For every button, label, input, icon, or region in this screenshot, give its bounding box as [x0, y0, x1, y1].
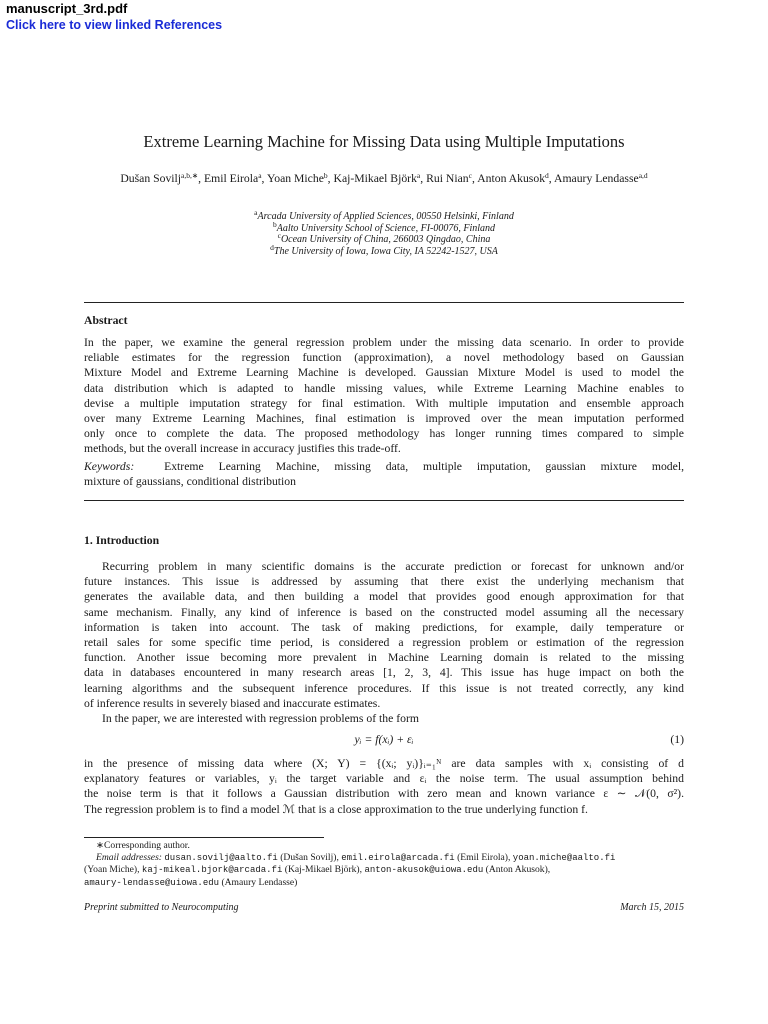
author-name: Kaj-Mikael Björk — [333, 172, 417, 185]
footnote-emails — [84, 852, 684, 865]
keywords-block — [84, 459, 684, 489]
file-name: manuscript_3rd.pdf — [6, 1, 128, 16]
abstract-line: Mixture Model and Extreme Learning Machine is developed. Gaussian Mixture Model is used to model the — [84, 366, 684, 380]
abstract-bottom-rule — [84, 500, 684, 501]
intro-line: information is taken into account. The task of making predictions, for example, daily temperature or — [84, 620, 684, 634]
author-separator: , — [548, 172, 554, 185]
affiliation — [84, 242, 684, 258]
affiliation-mark: c — [277, 231, 281, 241]
footnote-corresponding: ∗Corresponding author. — [96, 840, 190, 851]
intro-line: In the paper, we are interested with regression problems of the form — [102, 711, 419, 725]
author-separator: , — [471, 172, 478, 185]
affiliation-mark: d — [270, 242, 274, 252]
abstract-line: reliable estimates for the regression function (approximation), a novel methodology based on Gaussian — [84, 351, 684, 365]
intro-line: future instances. This issue is addressed by assuming that there exist the underlying mechanism that — [84, 575, 684, 589]
abstract-line: data distribution which is adapted to handle missing values, while Extreme Learning Machine enables to — [84, 381, 684, 395]
body-line: in the presence of missing data where (X; Y) = {(xᵢ; yᵢ)}ᵢ₌₁ᴺ are data samples with xᵢ consisting of d — [84, 757, 684, 770]
author-name: Emil Eirola — [204, 172, 259, 185]
intro-line: function. Another issue becoming more prevalent in Machine Learning domain is related to the missing — [84, 651, 684, 665]
body-line: The regression problem is to find a model ℳ that is a close approximation to the true underlying function f. — [84, 802, 588, 816]
affiliation-text: Aalto University School of Science, FI-00076, Finland — [276, 222, 496, 234]
footnote-rule — [84, 837, 324, 838]
keywords-line: mixture of gaussians, conditional distribution — [84, 475, 296, 489]
affiliation-text: Arcada University of Applied Sciences, 00550 Helsinki, Finland — [257, 211, 514, 222]
author-affil-mark: a,d — [638, 171, 648, 180]
author-list — [110, 172, 658, 186]
author-name: Rui Nian — [426, 172, 469, 185]
body-line: explanatory features or variables, yᵢ the target variable and εᵢ the noise term. The usual assumption behind — [84, 772, 684, 786]
email-address[interactable]: anton-akusok@uiowa.edu — [364, 865, 484, 876]
author-affil-mark: a — [258, 171, 262, 180]
email-address[interactable]: amaury-lendasse@uiowa.edu — [84, 878, 220, 889]
intro-line: generates the available data, and then building a model that provides good enough approximation for that — [84, 590, 684, 604]
author-affil-mark: c — [468, 171, 472, 180]
affiliation — [84, 231, 684, 246]
body-line: the noise term is that it follows a Gaussian distribution with zero mean and known variance ε ∼ 𝒩(0, σ²). — [84, 787, 684, 801]
author-separator: , — [198, 172, 204, 185]
equation-expression: yᵢ = f(xᵢ) + εᵢ — [354, 733, 414, 746]
keywords-text: Extreme Learning Machine, missing data, multiple imputation, gaussian mixture model, — [164, 460, 684, 473]
abstract-line: methods, but the overall increase in accuracy justifies this trade-off. — [84, 442, 401, 456]
footer-date: March 15, 2015 — [620, 902, 684, 913]
author-name: Yoan Miche — [266, 172, 324, 185]
author-affil-mark: b — [323, 171, 328, 180]
email-address[interactable]: emil.eirola@arcada.fi — [341, 852, 455, 863]
intro-body — [84, 559, 684, 726]
abstract-body — [84, 335, 684, 457]
email-address[interactable]: kaj-mikeal.bjork@arcada.fi — [141, 865, 283, 876]
footnote-emails-cont — [84, 877, 684, 890]
abstract-line: only once to complete the data. The proposed methodology has longer running times compared to simple — [84, 427, 684, 441]
after-equation-body — [84, 756, 684, 817]
affiliation — [84, 219, 684, 235]
intro-line: retail sales for some specific time period, is considered a regression problem or estimation of the regression — [84, 635, 684, 649]
equation-number: (1) — [670, 733, 684, 746]
affiliation-mark: a — [254, 208, 258, 217]
abstract-top-rule — [84, 302, 684, 303]
pdf-header — [6, 1, 222, 33]
affiliation-list — [84, 208, 684, 257]
email-owner: (Dušan Sovilj), — [280, 851, 339, 863]
email-owner: (Anton Akusok), — [485, 864, 551, 876]
intro-line: Recurring problem in many scientific domains is the accurate prediction or forecast for unknown and/or — [102, 560, 684, 573]
author-name: Anton Akusok — [477, 172, 546, 185]
email-owner: (Emil Eirola), — [457, 851, 511, 863]
paper-title: Extreme Learning Machine for Missing Data using Multiple Imputations — [143, 132, 625, 151]
author-separator: , — [420, 172, 427, 185]
footnote-emails-cont — [84, 864, 684, 877]
author-affil-mark: a — [416, 171, 421, 180]
abstract-heading: Abstract — [84, 314, 128, 327]
linked-references-link[interactable]: Click here to view linked References — [6, 18, 223, 32]
author-affil-mark: a,b,∗ — [181, 171, 199, 180]
intro-line: learning algorithms and the subsequent inference procedures. If this issue is not treated correctly, any kind — [84, 681, 684, 695]
author-separator: , — [261, 172, 267, 185]
footer-preprint-note: Preprint submitted to Neurocomputing — [84, 902, 239, 913]
email-address[interactable]: yoan.miche@aalto.fi — [512, 852, 616, 863]
email-label: Email addresses: — [96, 851, 162, 863]
affiliation-text: The University of Iowa, Iowa City, IA 52242-1527, USA — [273, 245, 498, 257]
abstract-line: over many Extreme Learning Machines, final estimation is improved over the mean imputation performed — [84, 411, 684, 425]
author-name: Dušan Sovilj — [120, 172, 182, 185]
footnotes — [84, 840, 684, 890]
author-name: Amaury Lendasse — [554, 172, 639, 185]
intro-line: same mechanism. Finally, any kind of inference is based on the constructed model assuming all the necessary — [84, 605, 684, 619]
keywords-line — [84, 459, 684, 474]
email-address[interactable]: dusan.sovilj@aalto.fi — [164, 852, 278, 863]
email-owner: (Amaury Lendasse) — [221, 877, 298, 889]
affiliation-text: Ocean University of China, 266003 Qingdao, China — [280, 234, 491, 246]
intro-line: of inference results in severely biased and inaccurate estimates. — [84, 696, 381, 710]
keywords-label: Keywords: — [84, 460, 135, 473]
email-owner: (Kaj-Mikael Björk), — [284, 864, 363, 876]
affiliation — [84, 208, 684, 223]
author-separator: , — [327, 172, 334, 185]
author-affil-mark: d — [545, 171, 549, 180]
abstract-line: devise a multiple imputation strategy for final estimation. With multiple imputation and ensemble approach — [84, 396, 684, 410]
email-owner: (Yoan Miche), — [84, 864, 140, 876]
section-heading-introduction: 1. Introduction — [84, 534, 160, 547]
intro-line: data in databases encountered in many research areas [1, 2, 3, 4]. This issue has huge impact on both the — [84, 666, 684, 680]
abstract-line: In the paper, we examine the general regression problem under the missing data scenario. In order to provide — [84, 336, 684, 349]
affiliation-mark: b — [272, 219, 277, 229]
